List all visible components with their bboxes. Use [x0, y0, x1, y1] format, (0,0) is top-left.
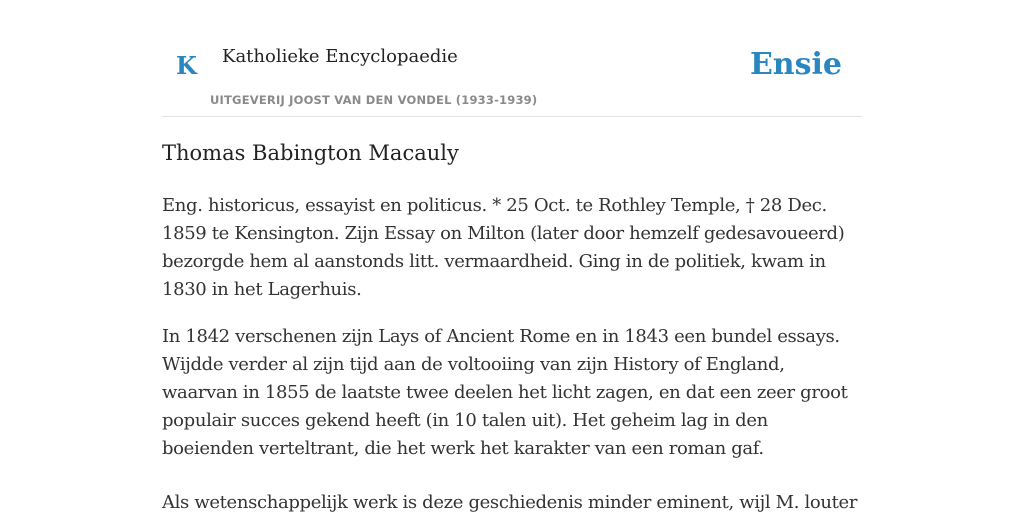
publisher-label: UITGEVERIJ JOOST VAN DEN VONDEL (1933-1939)	[210, 93, 538, 107]
site-header	[162, 0, 862, 117]
publication-title[interactable]: Katholieke Encyclopaedie	[222, 46, 458, 67]
article-paragraph: In 1842 verschenen zijn Lays of Ancient Rome en in 1843 een bundel essays. Wijdde verder al zijn tijd aan de voltooiing van zijn History of England, waarvan in 1855 de laatste twee deelen het licht zagen, en dat een zeer groot populair succes gekend heeft (in 10 talen uit). Het geheim lag in den boeienden verteltrant, die het werk het karakter van een roman gaf.	[162, 326, 848, 459]
ensie-brand-link[interactable]: Ensie	[749, 47, 842, 82]
page	[162, 0, 862, 512]
article-paragraph: Eng. historicus, essayist en politicus. * 25 Oct. te Rothley Temple, † 28 Dec. 1859 te Kensington. Zijn Essay on Milton (later door hemzelf gedesavoueerd) bezorgde hem al aanstonds litt. vermaardheid. Ging in de politiek, kwam in 1830 in het Lagerhuis.	[162, 195, 845, 300]
article-body	[162, 192, 862, 512]
publication-logo[interactable]: K	[176, 51, 197, 80]
article-title: Thomas Babington Macauly	[162, 141, 459, 165]
article-paragraph: Als wetenschappelijk werk is deze geschiedenis minder eminent, wijl M. louter	[162, 492, 858, 512]
